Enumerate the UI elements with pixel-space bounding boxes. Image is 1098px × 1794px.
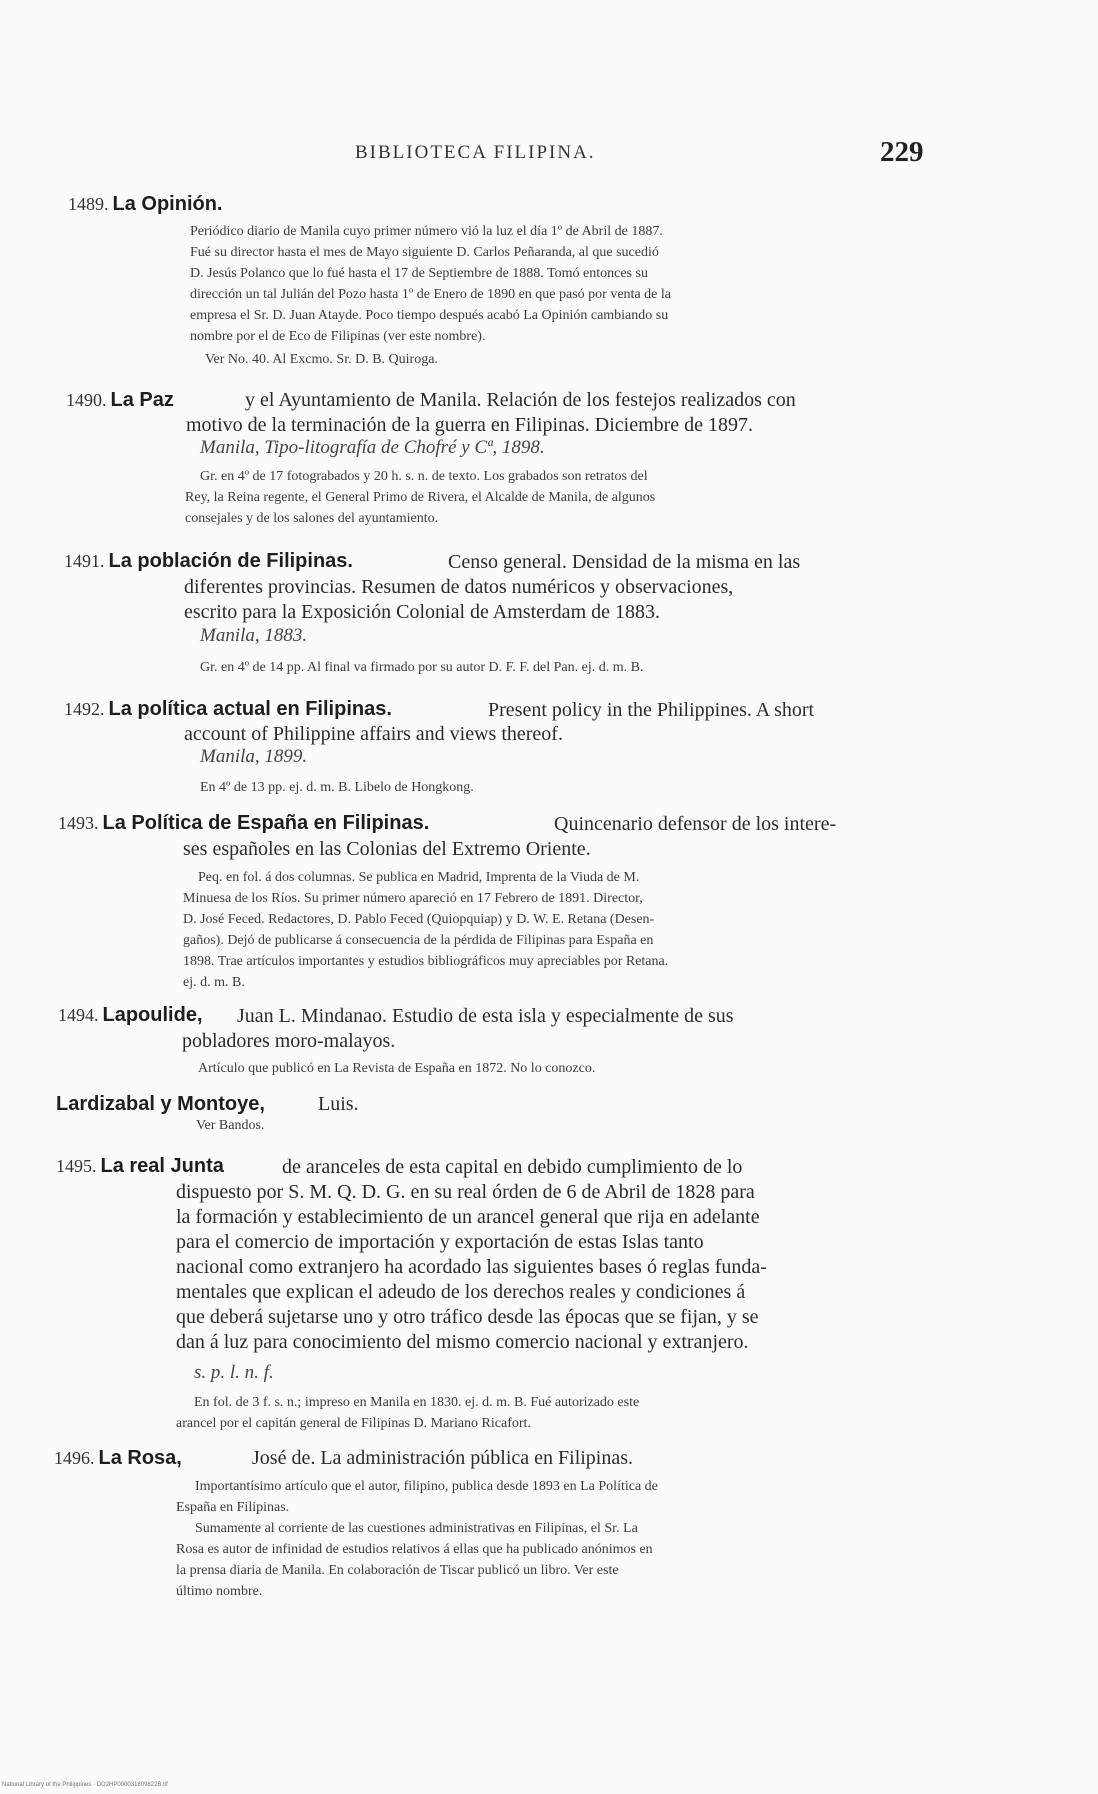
entry-note: Fué su director hasta el mes de Mayo siguiente D. Carlos Peñaranda, al que sucedió — [190, 245, 659, 260]
entry-note: Ver No. 40. Al Excmo. Sr. D. B. Quiroga. — [205, 352, 438, 367]
entry-text-line: Present policy in the Philippines. A short — [488, 699, 815, 721]
entry-number: 1496. — [54, 1448, 95, 1468]
entry-text-line: escrito para la Exposición Colonial de Amsterdam de 1883. — [184, 601, 660, 623]
entry-text-line: dan á luz para conocimiento del mismo comercio nacional y extranjero. — [176, 1331, 749, 1353]
entry-note: Rosa es autor de infinidad de estudios relativos á ellas que ha publicado anónimos en — [176, 1542, 653, 1557]
entry-note: Periódico diario de Manila cuyo primer número vió la luz el día 1º de Abril de 1887. — [190, 224, 663, 239]
running-title: BIBLIOTECA FILIPINA. — [355, 142, 596, 163]
entry-text-line: mentales que explican el adeudo de los derechos reales y condiciones á — [176, 1281, 746, 1303]
entry-note: Sumamente al corriente de las cuestiones administrativas en Filipinas, el Sr. La — [195, 1521, 638, 1536]
entry-text-line: motivo de la terminación de la guerra en Filipinas. Diciembre de 1897. — [186, 414, 754, 436]
entry-note: gaños). Dejó de publicarse á consecuencia de la pérdida de Filipinas para España en — [183, 933, 654, 948]
entry-text-line: José de. La administración pública en Filipinas. — [252, 1447, 634, 1469]
entry-text-line: Censo general. Densidad de la misma en las — [448, 551, 801, 573]
page-number: 229 — [880, 136, 924, 168]
entry-text-line: la formación y establecimiento de un arancel general que rija en adelante — [176, 1206, 760, 1228]
entry-note: la prensa diaria de Manila. En colaboración de Tiscar publicó un libro. Ver este — [176, 1563, 619, 1578]
entry-text-line: para el comercio de importación y exportación de estas Islas tanto — [176, 1231, 704, 1253]
entry-number: 1489. — [68, 194, 109, 214]
entry-imprint: Manila, 1883. — [200, 625, 308, 646]
entry-text-line: pobladores moro-malayos. — [182, 1030, 396, 1052]
entry-title: La Rosa, — [98, 1447, 182, 1469]
entry-number: 1491. — [64, 551, 105, 571]
entry-note: En fol. de 3 f. s. n.; impreso en Manila en 1830. ej. d. m. B. Fué autorizado este — [194, 1395, 640, 1410]
entry-note: ej. d. m. B. — [183, 975, 245, 990]
entry-text-line: que deberá sujetarse uno y otro tráfico desde las épocas que se fijan, y se — [176, 1306, 759, 1328]
entry-note: Ver Bandos. — [196, 1118, 265, 1133]
entry-note: Importantísimo artículo que el autor, filipino, publica desde 1893 en La Política de — [195, 1479, 658, 1494]
page-header — [0, 136, 1098, 176]
entry-number: 1492. — [64, 699, 105, 719]
entry-note: empresa el Sr. D. Juan Atayde. Poco tiempo después acabó La Opinión cambiando su — [190, 308, 669, 323]
entry-text-line: ses españoles en las Colonias del Extremo Oriente. — [183, 838, 591, 860]
entry-title: La real Junta — [100, 1155, 224, 1177]
entry-text-line: diferentes provincias. Resumen de datos numéricos y observaciones, — [184, 576, 734, 598]
entry-note: nombre por el de Eco de Filipinas (ver este nombre). — [190, 329, 486, 344]
entry-note: Gr. en 4º de 17 fotograbados y 20 h. s. n. de texto. Los grabados son retratos del — [200, 469, 648, 484]
entry-number: 1494. — [58, 1005, 99, 1025]
entry-title: Lapoulide, — [102, 1004, 203, 1026]
entry-text-line: y el Ayuntamiento de Manila. Relación de los festejos realizados con — [245, 389, 796, 411]
entry-note: arancel por el capitán general de Filipinas D. Mariano Ricafort. — [176, 1416, 531, 1431]
entry-note: consejales y de los salones del ayuntamiento. — [185, 511, 439, 526]
entry-note: Artículo que publicó en La Revista de España en 1872. No lo conozco. — [198, 1061, 596, 1076]
entry-text-line: dispuesto por S. M. Q. D. G. en su real órden de 6 de Abril de 1828 para — [176, 1181, 755, 1203]
entry-text-line: nacional como extranjero ha acordado las siguientes bases ó reglas funda- — [176, 1256, 767, 1278]
entry-text-line: Quincenario defensor de los intere- — [554, 813, 837, 835]
entry-title: Lardizabal y Montoye, — [56, 1093, 265, 1115]
entry-note: Gr. en 4º de 14 pp. Al final va firmado por su autor D. F. F. del Pan. ej. d. m. B. — [200, 660, 644, 675]
entry-title: La Política de España en Filipinas. — [102, 812, 430, 834]
entry-text-line: Juan L. Mindanao. Estudio de esta isla y especialmente de sus — [237, 1005, 734, 1027]
entry-note: España en Filipinas. — [176, 1500, 290, 1515]
entry-number: 1493. — [58, 813, 99, 833]
entry-imprint: s. p. l. n. f. — [194, 1362, 274, 1383]
entry-note: dirección un tal Julián del Pozo hasta 1º de Enero de 1890 en que pasó por venta de la — [190, 287, 671, 302]
entry-number: 1490. — [66, 390, 107, 410]
entry-title: La política actual en Filipinas. — [108, 698, 392, 720]
entry-text-line: Luis. — [318, 1093, 359, 1115]
entry-note: Rey, la Reina regente, el General Primo de Rivera, el Alcalde de Manila, de algunos — [185, 490, 656, 505]
entry-imprint: Manila, 1899. — [200, 746, 308, 767]
entry-imprint: Manila, Tipo-litografía de Chofré y Cª, 1898. — [200, 437, 545, 458]
entry-text-line: account of Philippine affairs and views thereof. — [184, 723, 563, 745]
entry-note: En 4º de 13 pp. ej. d. m. B. Libelo de Hongkong. — [200, 780, 474, 795]
entry-note: 1898. Trae artículos importantes y estudios bibliográficos muy apreciables por Retana. — [183, 954, 669, 969]
entry-text-line: de aranceles de esta capital en debido cumplimiento de lo — [282, 1156, 743, 1178]
entry-note: último nombre. — [176, 1584, 263, 1599]
entry-title: La Opinión. — [112, 193, 223, 215]
entry-title: La Paz — [110, 389, 174, 411]
entry-number: 1495. — [56, 1156, 97, 1176]
entry-note: D. José Feced. Redactores, D. Pablo Feced (Quiopquiap) y D. W. E. Retana (Desen- — [183, 912, 655, 927]
scan-stamp: National Library of the Philippines · DO2HP000031809822B.tif — [2, 1782, 168, 1788]
entry-note: Peq. en fol. á dos columnas. Se publica en Madrid, Imprenta de la Viuda de M. — [198, 870, 640, 885]
entry-note: D. Jesús Polanco que lo fué hasta el 17 de Septiembre de 1888. Tomó entonces su — [190, 266, 648, 281]
entry-title: La población de Filipinas. — [108, 550, 353, 572]
entry-note: Minuesa de los Ríos. Su primer número apareció en 17 Febrero de 1891. Director, — [183, 891, 643, 906]
